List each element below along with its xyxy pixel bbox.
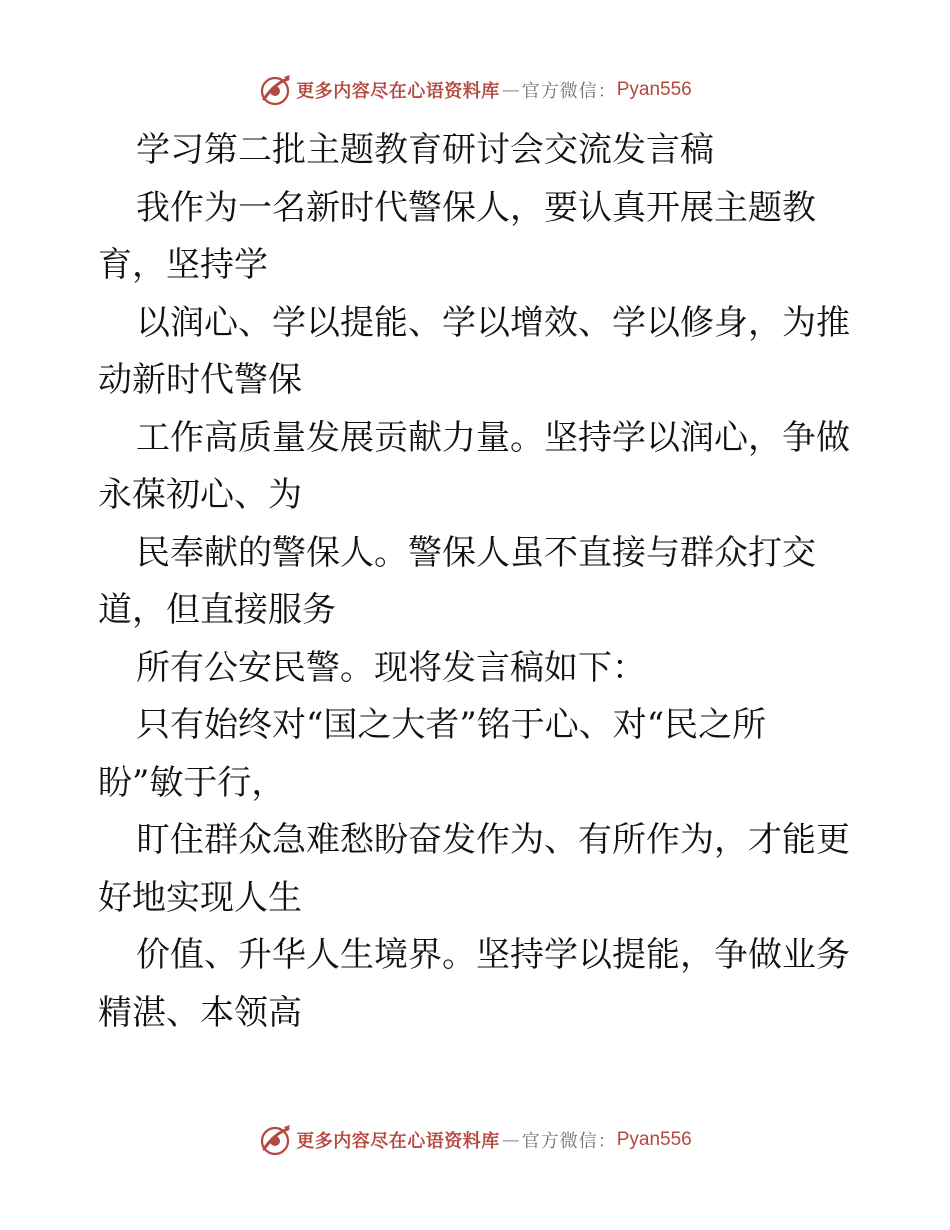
pen-circle-logo-icon [258,73,292,107]
text-line: 好地实现人生 [98,877,302,918]
banner-dash: — [501,79,520,101]
document-title: 学习第二批主题教育研讨会交流发言稿 [136,130,714,170]
text-line: 只有始终对“国之大者”铭于心、对“民之所 [136,705,767,745]
banner-wechat-id: Pyan556 [616,1129,692,1150]
text-line: 民奉献的警保人。警保人虽不直接与群众打交 [136,532,816,573]
text-line: 精湛、本领高 [98,992,302,1033]
banner-wechat-label: 官方微信： [521,1131,617,1152]
document-body [98,122,898,1042]
text-line: 永葆初心、为 [98,475,302,515]
banner-site-name: 更多内容尽在心语资料库 [296,1131,500,1152]
text-line: 所有公安民警。现将发言稿如下： [136,647,646,688]
footer-banner [0,1120,950,1160]
text-line: 工作高质量发展贡献力量。坚持学以润心，争做 [136,417,850,458]
banner-dash: — [501,1129,520,1151]
header-banner [0,70,950,110]
text-line: 价值、升华人生境界。坚持学以提能，争做业务 [136,935,850,975]
text-line: 动新时代警保 [98,360,302,400]
text-line: 育，坚持学 [98,245,268,285]
text-line: 我作为一名新时代警保人，要认真开展主题教 [136,187,816,228]
text-line: 盼”敏于行， [98,762,286,803]
text-line: 道，但直接服务 [98,590,336,630]
text-line: 盯住群众急难愁盼奋发作为、有所作为，才能更 [136,820,850,860]
text-line: 以润心、学以提能、学以增效、学以修身，为推 [136,302,850,343]
banner-wechat-label: 官方微信： [521,81,617,102]
pen-circle-logo-icon [258,1123,292,1157]
banner-site-name: 更多内容尽在心语资料库 [296,81,500,102]
banner-wechat-id: Pyan556 [616,79,692,100]
